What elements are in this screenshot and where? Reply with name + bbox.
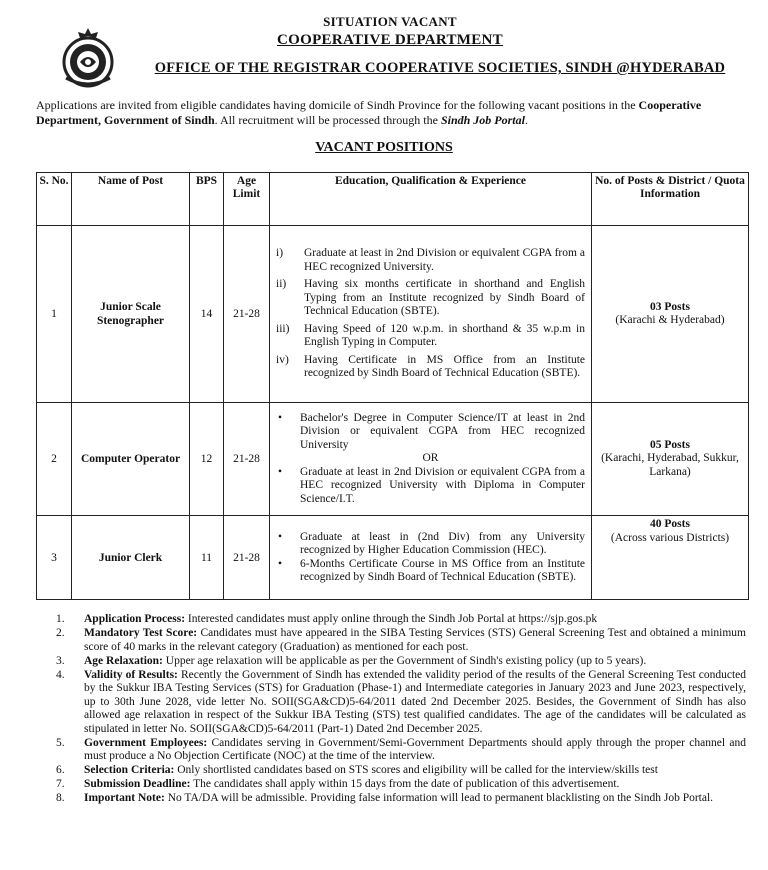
post-district: (Across various Districts) [610,531,730,544]
post-district: (Karachi, Hyderabad, Sukkur, Larkana) [601,452,739,478]
row-bps: 14 [190,226,224,403]
intro-paragraph [36,98,752,128]
list-item: iii) Having Speed of 120 w.p.m. in shorthand & 35 w.p.m in English Typing in Computer. [276,322,585,349]
row-sno: 2 [37,403,72,516]
row-age: 21-28 [224,516,270,600]
header-posts: No. of Posts & District / Quota Information [592,173,749,226]
list-item: 5. Government Employees: Candidates serving in Government/Semi-Government Departments should apply through the proper channel and must produce a No Objection Certificate (NOC) at the time of the interview. [56,736,746,762]
row-sno: 3 [37,516,72,600]
list-item: i) Graduate at least in 2nd Division or equivalent CGPA from a HEC recognized University. [276,247,585,273]
list-item: • Bachelor's Degree in Computer Science/IT at least in 2nd Division or equivalent CGPA from HEC recognized University [278,411,585,451]
instructions-list [56,613,746,806]
vacant-positions-title: VACANT POSITIONS [315,140,453,155]
row-education [270,403,592,516]
row-age: 21-28 [224,403,270,516]
row-education [270,226,592,403]
sindh-government-seal-icon [58,26,118,88]
header-age: Age Limit [224,173,270,226]
row-sno: 1 [37,226,72,403]
post-count: 05 Posts [650,438,690,451]
office-heading: OFFICE OF THE REGISTRAR COOPERATIVE SOCIETIES, SINDH @HYDERABAD [154,60,726,76]
list-item: • Graduate at least in (2nd Div) from any University recognized by Higher Education Commission (HEC). [278,530,585,556]
table-row [37,226,749,403]
header-education: Education, Qualification & Experience [270,173,592,226]
row-post-name: Junior Scale Stenographer [72,226,190,403]
post-count: 03 Posts [650,300,690,313]
row-post-name: Junior Clerk [72,516,190,600]
header-sno: S. No. [37,173,72,226]
post-count: 40 Posts [650,518,690,530]
row-bps: 11 [190,516,224,600]
list-item: 3. Age Relaxation: Upper age relaxation will be applicable as per the Government of Sindh's existing policy (up to 5 years). [56,654,647,667]
list-item: 8. Important Note: No TA/DA will be admissible. Providing false information will lead to permanent blacklisting on the Sindh Job Portal. [56,792,714,804]
row-education [270,516,592,600]
row-age: 21-28 [224,226,270,403]
row-post-name: Computer Operator [72,403,190,516]
row-posts [592,403,749,516]
or-separator: OR [422,452,439,465]
row-posts [592,516,749,600]
row-bps: 12 [190,403,224,516]
intro-text-2: . All recruitment will be processed through the [214,113,441,127]
post-district: (Karachi & Hyderabad) [615,314,725,326]
list-item: 7. Submission Deadline: The candidates shall apply within 15 days from the date of publication of this advertisement. [56,778,620,790]
intro-text-3: . [524,113,528,127]
list-item: 1. Application Process: Interested candidates must apply online through the Sindh Job Portal at https://sjp.gos.pk [56,613,598,625]
list-item: 2. Mandatory Test Score: Candidates must have appeared in the SIBA Testing Services (STS) General Screening Test and obtained a minimum score of 40 marks in the relevant category (Graduation) as mentioned for each post. [56,627,747,653]
list-item: ii) Having six months certificate in shorthand and English Typing from an Institute recognized by Sindh Board of Technical Education (SBTE). [276,278,585,318]
header-name: Name of Post [72,173,190,226]
vacancy-table [36,172,749,600]
list-item: • Graduate at least in 2nd Division or equivalent CGPA from a HEC recognized University with Diploma in Computer Science/I.T. [278,465,585,505]
list-item: 6. Selection Criteria: Only shortlisted candidates based on STS scores and eligibility will be called for the interview/skills test [56,764,658,776]
header-bps: BPS [190,173,224,226]
situation-vacant-heading: SITUATION VACANT [323,14,457,29]
row-posts [592,226,749,403]
table-header-row [37,173,749,226]
list-item: iv) Having Certificate in MS Office from an Institute recognized by Sindh Board of Technical Education (SBTE). [276,353,585,380]
intro-department: Cooperative Department, Government of Sindh [36,98,702,127]
list-item: • 6-Months Certificate Course in MS Office from an Institute recognized by Sindh Board of Technical Education (SBTE). [278,557,585,583]
table-row [37,403,749,516]
list-item: 4. Validity of Results: Recently the Government of Sindh has extended the validity period of the results of the General Screening Test conducted by the Sukkur IBA Testing Services (STS) for Graduation (Phase-1) and Intermediate categories in January 2023 and June 2023, respectively, up to 30th June 2028, vide letter No. SOII(SGA&CD)5-64/2011 dated 2nd December 2025. Besides, the Government of Sindh has also allowed age relaxation in respect of the Sukkur IBA Testing (STS) test qualified candidates. The age of the candidates will be calculated as stipulated in letter No. SOII(SGA&CD)5-64/2011 (Part-1) Dated 2nd December 2025. [56,668,746,735]
intro-portal: Sindh Job Portal [440,113,525,127]
intro-text: Applications are invited from eligible candidates having domicile of Sindh Province for the following vacant positions in the [36,98,639,112]
department-heading: COOPERATIVE DEPARTMENT [277,32,503,48]
table-row [37,516,749,600]
